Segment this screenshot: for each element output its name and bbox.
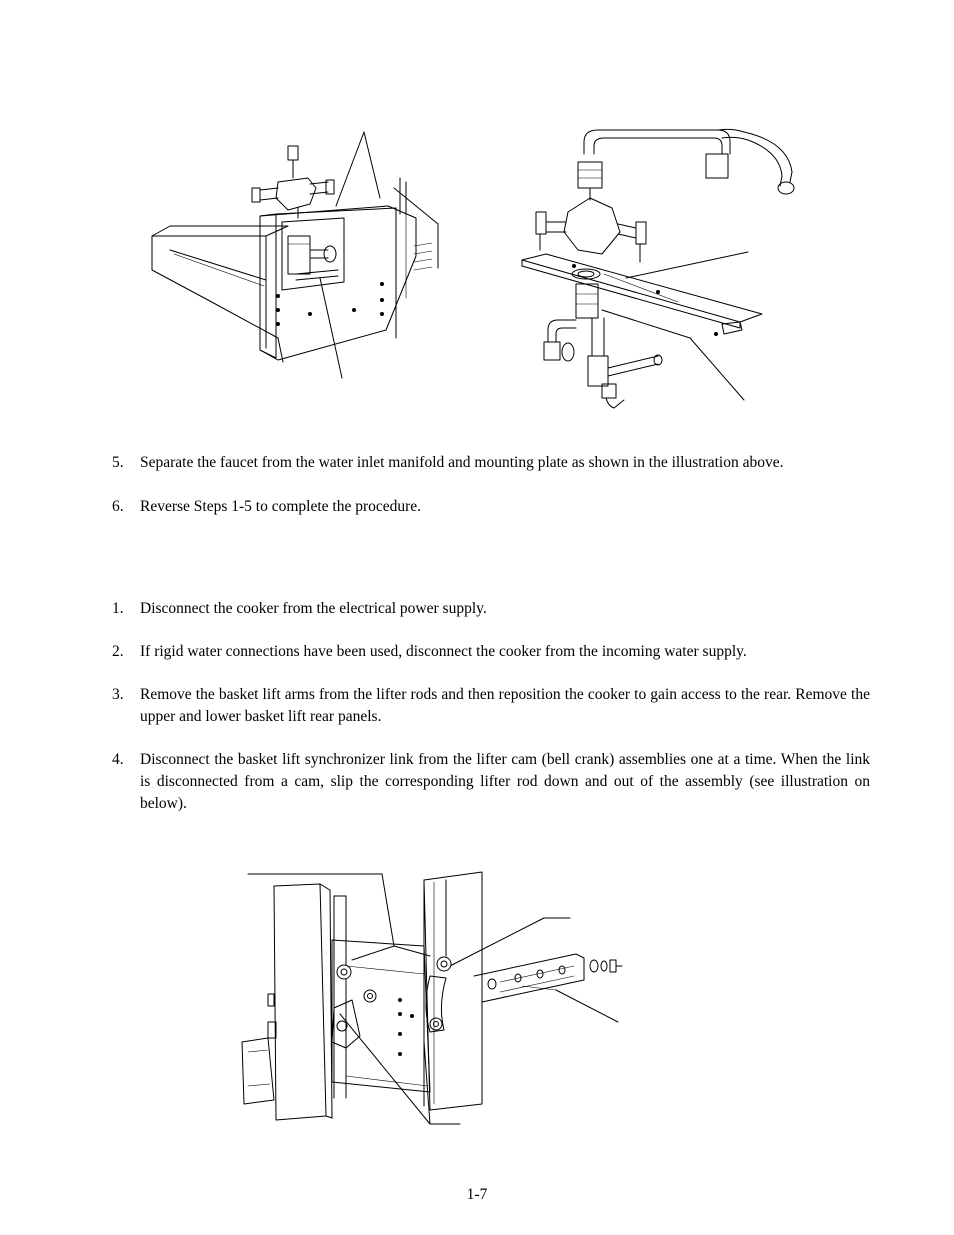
step-item (112, 749, 870, 815)
cooker-faucet-mounting-illustration (148, 128, 448, 380)
step-item (112, 496, 870, 518)
step-number: 2. (112, 643, 124, 660)
page-number: 1-7 (466, 1186, 488, 1203)
step-text: Disconnect the cooker from the electrical power supply. (140, 600, 487, 617)
step-item (112, 452, 870, 474)
step-item (112, 684, 870, 728)
steps-list-basket-lift (112, 598, 870, 815)
step-item (112, 598, 870, 620)
step-number: 3. (112, 686, 124, 703)
step-number: 4. (112, 751, 124, 768)
step-number: 5. (112, 454, 124, 471)
step-number: 1. (112, 600, 124, 617)
basket-lift-linkage-illustration (234, 866, 624, 1130)
step-text: Remove the basket lift arms from the lifter rods and then reposition the cooker to gain access to the rear. Remove the upper and lower basket lift rear panels. (140, 686, 870, 725)
faucet-manifold-exploded-illustration (518, 124, 808, 414)
step-text: Reverse Steps 1-5 to complete the procedure. (140, 498, 422, 515)
step-text: Disconnect the basket lift synchronizer link from the lifter cam (bell crank) assemblies one at a time. When the link is disconnected from a cam, slip the corresponding lifter rod down and out of the assembly (see illustration on below). (140, 751, 870, 812)
step-text: If rigid water connections have been used, disconnect the cooker from the incoming water supply. (140, 643, 747, 660)
step-item (112, 641, 870, 663)
steps-list-faucet (112, 452, 870, 518)
step-text: Separate the faucet from the water inlet manifold and mounting plate as shown in the illustration above. (140, 454, 784, 471)
step-number: 6. (112, 498, 124, 515)
